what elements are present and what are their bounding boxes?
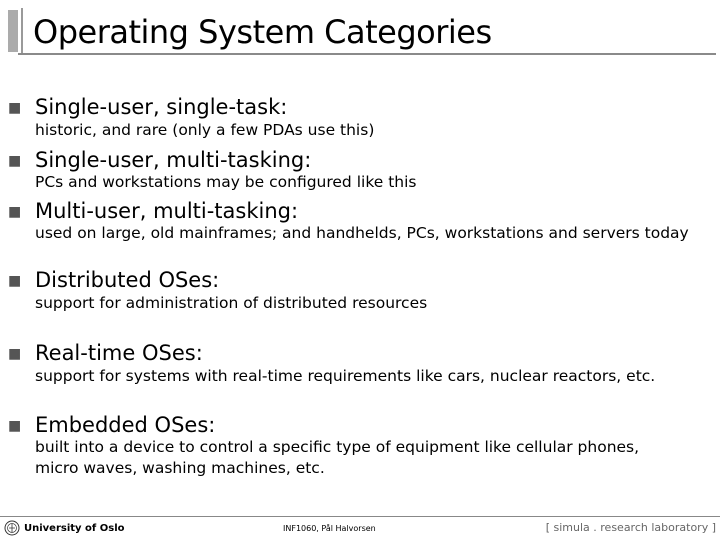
item-description: PCs and workstations may be configured like this	[35, 173, 417, 191]
item-heading: Embedded OSes:	[35, 413, 216, 437]
institution-name: University of Oslo	[24, 522, 125, 534]
title-underline	[18, 53, 716, 55]
square-bullet-icon	[8, 274, 20, 286]
footer-partner: [ simula . research laboratory ]	[545, 521, 716, 534]
footer-course: INF1060, Pål Halvorsen	[283, 524, 376, 533]
page-title: Operating System Categories	[33, 13, 492, 51]
square-bullet-icon	[8, 154, 20, 166]
item-heading: Single-user, single-task:	[35, 95, 288, 119]
square-bullet-icon	[8, 205, 20, 217]
item-heading: Single-user, multi-tasking:	[35, 148, 312, 172]
square-bullet-icon	[8, 101, 20, 113]
square-bullet-icon	[8, 419, 20, 431]
item-description: micro waves, washing machines, etc.	[35, 459, 325, 477]
item-description: support for systems with real-time requirements like cars, nuclear reactors, etc.	[35, 367, 656, 385]
item-description: used on large, old mainframes; and handhelds, PCs, workstations and servers today	[35, 224, 689, 242]
footer-institution	[4, 519, 125, 537]
title-accent-line	[21, 8, 23, 55]
university-seal-icon	[4, 519, 20, 537]
item-description: built into a device to control a specific type of equipment like cellular phones,	[35, 438, 640, 456]
square-bullet-icon	[8, 347, 20, 359]
footer-divider	[0, 516, 720, 517]
title-accent-bar	[8, 10, 18, 52]
item-heading: Distributed OSes:	[35, 268, 220, 292]
item-description: historic, and rare (only a few PDAs use this)	[35, 121, 375, 139]
item-heading: Multi-user, multi-tasking:	[35, 199, 299, 223]
item-heading: Real-time OSes:	[35, 341, 203, 365]
item-description: support for administration of distributed resources	[35, 294, 428, 312]
